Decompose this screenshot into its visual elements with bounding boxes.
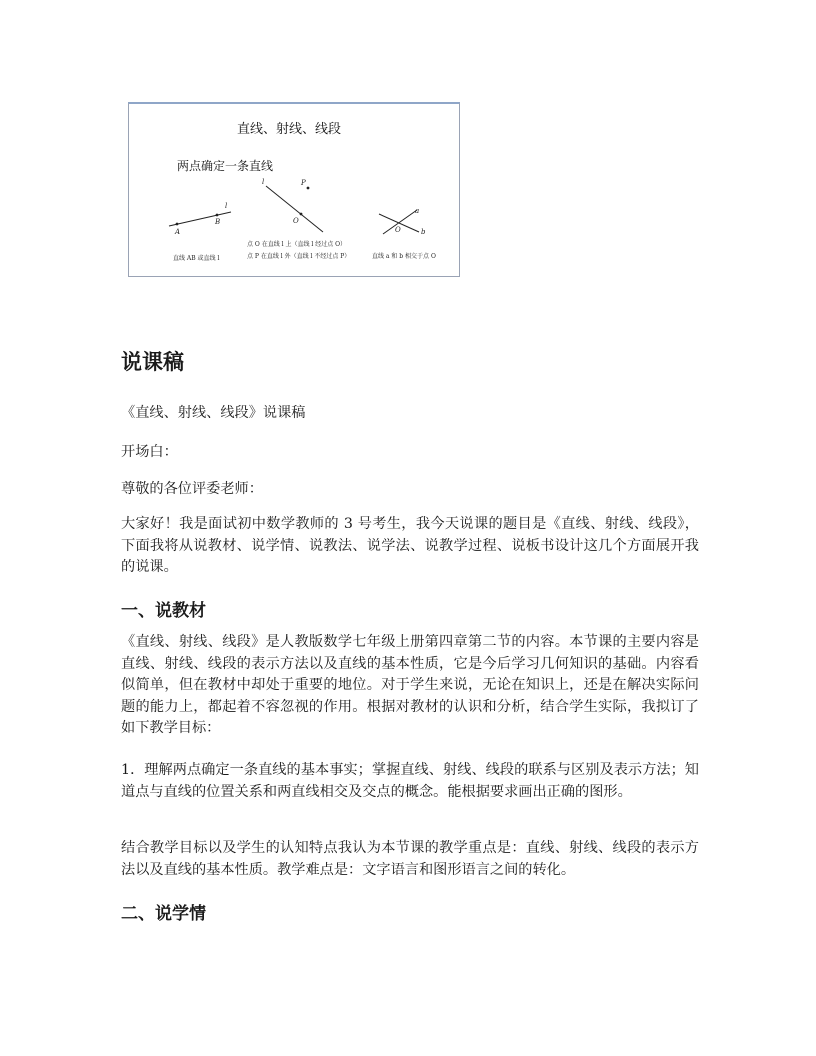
point-o [300,213,303,216]
lesson-figure [128,102,460,277]
document-title: 说课稿 [121,350,184,374]
label-b-line: b [421,228,426,236]
paragraph-lesson-title: 《直线、射线、线段》说课稿 [121,405,306,421]
label-l2: l [262,178,265,186]
label-o2: O [395,226,401,234]
label-l1: l [225,202,228,210]
paragraph-jiaocai: 《直线、射线、线段》是人教版数学七年级上册第四章第二节的内容。本节课的主要内容是直线、射线、线段的表示方法以及直线的基本性质，它是今后学习几何知识的基础。内容看似简单，但在教材中却处于重要的地位。对于学生来说，无论在知识上，还是在解决实际问题的能力上，都起着不容忽视的作用。根据对教材的认识和分析，结合学生实际，我拟订了如下教学目标： [121,634,699,736]
point-b [216,214,219,217]
label-a: A [175,228,181,236]
caption-2b: 点 P 在直线 l 外（直线 l 不经过点 P） [247,253,351,260]
point-p [307,187,310,190]
geometry-diagram [129,104,459,276]
caption-2a: 点 O 在直线 l 上（直线 l 经过点 O） [247,241,347,248]
paragraph-key-points: 结合教学目标以及学生的认知特点我认为本节课的教学重点是：直线、射线、线段的表示方法以及直线的基本性质。教学难点是：文字语言和图形语言之间的转化。 [121,840,699,878]
paragraph-intro: 大家好！我是面试初中数学教师的 3 号考生，我今天说课的题目是《直线、射线、线段》，下面我将从说教材、说学情、说教法、说学法、说教学过程、说板书设计这几个方面展开我的说课。 [121,516,699,575]
line-l [266,186,323,232]
paragraph-opening: 开场白： [121,444,178,460]
heading-jiaocai: 一、说教材 [121,601,206,621]
point-a [176,223,179,226]
label-o: O [293,217,299,225]
heading-xueqing: 二、说学情 [121,904,206,924]
label-p: P [301,179,306,187]
label-b: B [215,218,221,226]
caption-1: 直线 AB 或直线 l [173,255,220,262]
paragraph-objective-1: 1．理解两点确定一条直线的基本事实；掌握直线、射线、线段的联系与区别及表示方法；知道点与直线的位置关系和两直线相交及交点的概念。能根据要求画出正确的图形。 [121,762,699,800]
label-a-line: a [415,207,420,215]
figure-title: 直线、射线、线段 [236,122,342,137]
caption-3: 直线 a 和 b 相交于点 O [372,253,436,260]
figure-subtitle: 两点确定一条直线 [177,159,274,173]
paragraph-greeting: 尊敬的各位评委老师： [121,481,263,497]
